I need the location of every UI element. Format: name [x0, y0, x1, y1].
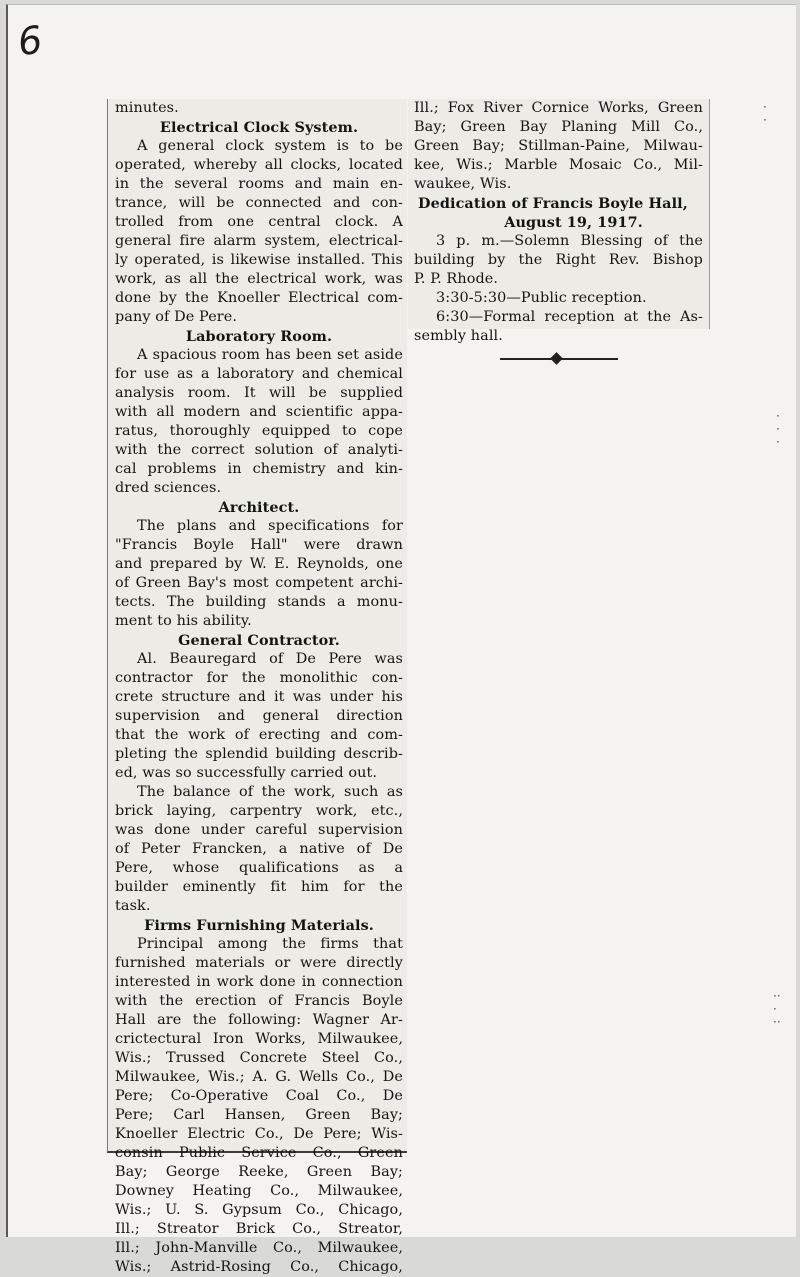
text-line: for use as a laboratory and chemical — [115, 366, 403, 382]
text-line: waukee, Wis. — [414, 176, 512, 192]
text-line: ratus, thoroughly equipped to cope — [115, 423, 403, 439]
text-line: supervision and general direction — [115, 708, 403, 724]
text-line: Al. Beauregard of De Pere was — [137, 651, 403, 667]
text-line: analysis room. It will be supplied — [115, 385, 403, 401]
section-heading: Architect. — [218, 499, 300, 516]
text-line: Ill.; John-Manville Co., Milwaukee, — [115, 1240, 403, 1256]
text-line: with the erection of Francis Boyle — [115, 993, 403, 1009]
text-line: A general clock system is to be — [137, 138, 403, 154]
text-line: Bay; George Reeke, Green Bay; — [115, 1164, 403, 1180]
text-line: 3:30-5:30—Public reception. — [436, 290, 647, 306]
section-heading: Firms Furnishing Materials. — [144, 917, 374, 934]
text-line: was done under careful supervision — [115, 822, 403, 838]
text-line: P. P. Rhode. — [414, 271, 499, 287]
text-line: task. — [115, 898, 151, 914]
text-line: Wis.; Astrid-Rosing Co., Chicago, — [115, 1259, 403, 1275]
text-line: Hall are the following: Wagner Ar- — [115, 1012, 403, 1028]
margin-specks: ⋅ ⋅ — [763, 100, 767, 127]
margin-specks: ⋅⋅ ⋅ ⋅⋅ — [773, 989, 781, 1029]
text-line: furnished materials or were directly — [115, 955, 403, 971]
text-line: consin Public Service Co., Green — [115, 1145, 403, 1161]
text-line: pany of De Pere. — [115, 309, 238, 325]
text-line: dred sciences. — [115, 480, 222, 496]
text-line: The balance of the work, such as — [137, 784, 403, 800]
text-line: Pere, whose qualifications as a — [115, 860, 403, 876]
text-line: ment to his ability. — [115, 613, 252, 629]
text-line: cal problems in chemistry and kin- — [115, 461, 403, 477]
text-line: contractor for the monolithic con- — [115, 670, 403, 686]
text-line: "Francis Boyle Hall" were drawn — [115, 537, 403, 553]
scrapbook-page — [6, 4, 796, 1275]
text-line: 3 p. m.—Solemn Blessing of the — [436, 233, 703, 249]
text-line: builder eminently fit him for the — [115, 879, 403, 895]
text-line: 6:30—Formal reception at the As- — [436, 309, 703, 325]
text-line: Green Bay; Stillman-Paine, Milwau- — [414, 138, 703, 154]
text-line: Principal among the firms that — [137, 936, 403, 952]
text-line: building by the Right Rev. Bishop — [414, 252, 703, 268]
margin-specks: ⋅ ⋅ ⋅ — [776, 409, 780, 449]
text-line: Pere; Carl Hansen, Green Bay; — [115, 1107, 403, 1123]
text-line: trolled from one central clock. A — [115, 214, 403, 230]
text-line: of Green Bay's most competent archi- — [115, 575, 403, 591]
text-line: Ill.; Streator Brick Co., Streator, — [115, 1221, 403, 1237]
text-line: that the work of erecting and com- — [115, 727, 403, 743]
page-number: 6 — [15, 17, 46, 65]
text-line: Ill.; Fox River Cornice Works, Green — [414, 100, 703, 116]
clipping-left-column — [107, 99, 407, 1275]
text-line: brick laying, carpentry work, etc., — [115, 803, 403, 819]
text-line: sembly hall. — [414, 328, 503, 344]
text-line: and prepared by W. E. Reynolds, one — [115, 556, 403, 572]
text-line: general fire alarm system, electrical- — [115, 233, 403, 249]
text-line: Milwaukee, Wis.; A. G. Wells Co., De — [115, 1069, 403, 1085]
text-line: crictectural Iron Works, Milwaukee, — [115, 1031, 403, 1047]
text-line: operated, whereby all clocks, located — [115, 157, 403, 173]
text-line: Downey Heating Co., Milwaukee, — [115, 1183, 403, 1199]
text-line: Wis.; U. S. Gypsum Co., Chicago, — [115, 1202, 403, 1218]
text-line: with the correct solution of analyti- — [115, 442, 403, 458]
section-heading: Electrical Clock System. — [159, 119, 359, 136]
text-line: Wis.; Trussed Concrete Steel Co., — [115, 1050, 403, 1066]
text-line: trance, will be connected and con- — [115, 195, 403, 211]
text-line: pleting the splendid building describ- — [115, 746, 403, 762]
text-line: crete structure and it was under his — [115, 689, 403, 705]
text-line: done by the Knoeller Electrical com- — [115, 290, 403, 306]
section-heading: General Contractor. — [178, 632, 340, 649]
text-line: A spacious room has been set aside — [137, 347, 403, 363]
text-line: The plans and specifications for — [137, 518, 403, 534]
section-heading: Laboratory Room. — [185, 328, 333, 345]
text-line: Bay; Green Bay Planing Mill Co., — [414, 119, 703, 135]
text-line: Pere; Co-Operative Coal Co., De — [115, 1088, 403, 1104]
text-line: tects. The building stands a monu- — [115, 594, 403, 610]
text-line: interested in work done in connection — [115, 974, 403, 990]
text-line: ly operated, is likewise installed. This — [115, 252, 403, 268]
text-line: minutes. — [115, 100, 179, 116]
text-line: Knoeller Electric Co., De Pere; Wis- — [115, 1126, 403, 1142]
section-heading: Dedication of Francis Boyle Hall, — [418, 195, 688, 212]
text-line: kee, Wis.; Marble Mosaic Co., Mil- — [414, 157, 703, 173]
clipping-right-column — [408, 99, 710, 344]
text-line: with all modern and scientific appa- — [115, 404, 403, 420]
text-line: in the several rooms and main en- — [115, 176, 403, 192]
text-line: ed, was so successfully carried out. — [115, 765, 378, 781]
text-line: work, as all the electrical work, was — [115, 271, 403, 287]
section-subheading: August 19, 1917. — [504, 214, 643, 231]
ornamental-rule — [500, 352, 618, 366]
text-line: of Peter Francken, a native of De — [115, 841, 403, 857]
